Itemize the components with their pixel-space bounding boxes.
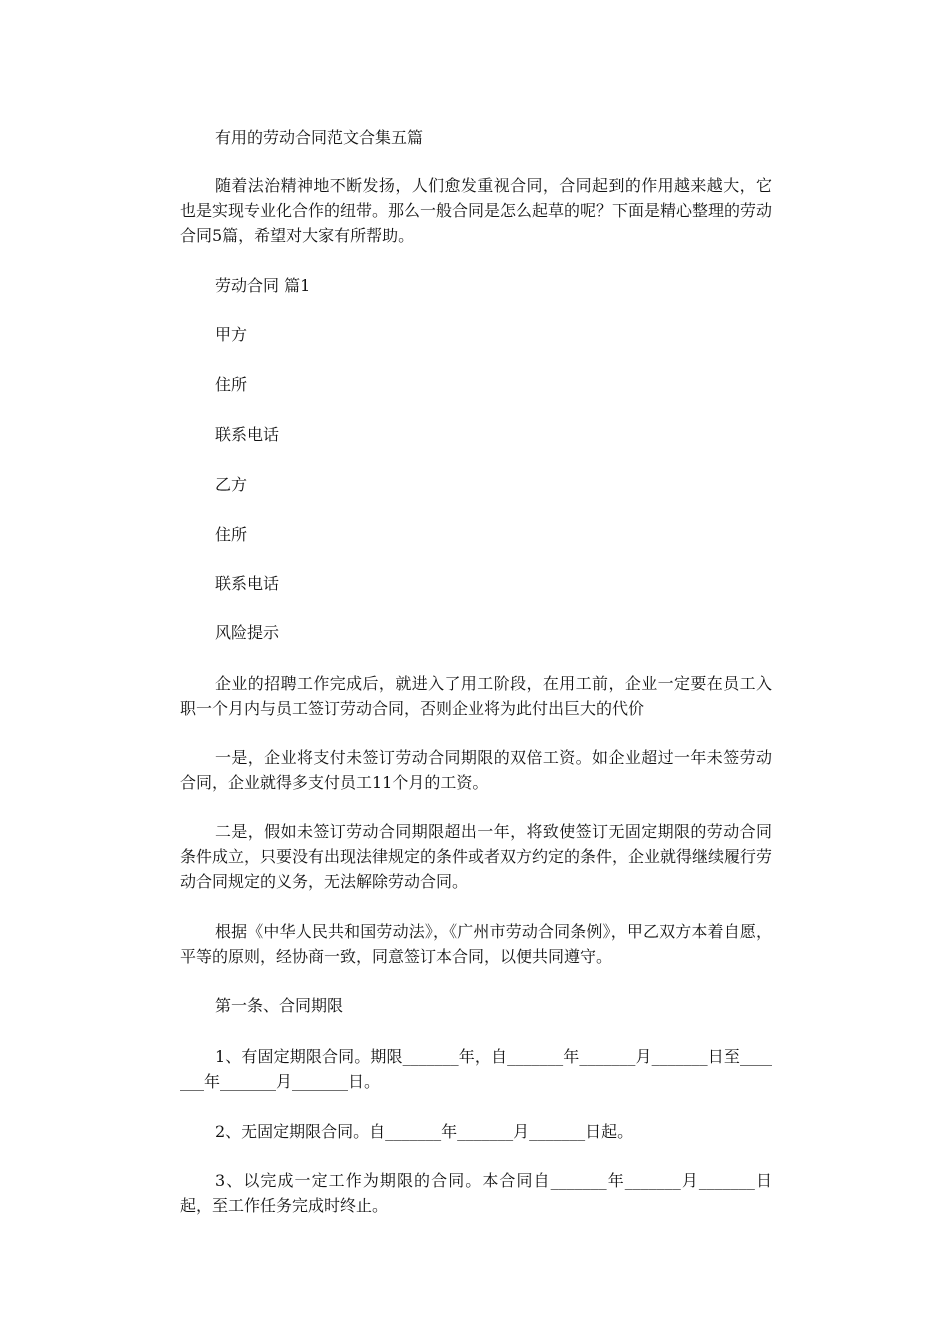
clause-three: 3、以完成一定工作为期限的合同。本合同自_______年_______月_______日起，至工作任务完成时终止。	[180, 1171, 772, 1215]
party-a-label: 甲方	[215, 325, 248, 344]
article-one-heading: 第一条、合同期限	[215, 996, 344, 1015]
party-b-label: 乙方	[215, 475, 248, 494]
risk-two-paragraph: 二是，假如未签订劳动合同期限超出一年，将致使签订无固定期限的劳动合同条件成立，只要没有出现法律规定的条件或者双方约定的条件，企业就得继续履行劳动合同规定的义务，无法解除劳动合同。	[180, 822, 773, 891]
document-title: 有用的劳动合同范文合集五篇	[215, 128, 424, 147]
risk-one-paragraph: 一是，企业将支付未签订劳动合同期限的双倍工资。如企业超过一年未签劳动合同，企业就得多支付员工11个月的工资。	[180, 748, 772, 792]
risk-heading: 风险提示	[215, 623, 280, 642]
clause-one: 1、有固定期限合同。期限_______年，自_______年_______月_______日至_______年_______月_______日。	[180, 1047, 772, 1091]
intro-paragraph: 随着法治精神地不断发扬，人们愈发重视合同，合同起到的作用越来越大，它也是实现专业化合作的纽带。那么一般合同是怎么起草的呢？下面是精心整理的劳动合同5篇，希望对大家有所帮助。	[180, 176, 773, 245]
clause-two: 2、无固定期限合同。自_______年_______月_______日起。	[215, 1122, 634, 1141]
party-b-address-label: 住所	[215, 525, 248, 544]
basis-paragraph: 根据《中华人民共和国劳动法》，《广州市劳动合同条例》，甲乙双方本着自愿，平等的原则，经协商一致，同意签订本合同，以便共同遵守。	[180, 922, 772, 966]
party-a-address-label: 住所	[215, 375, 248, 394]
party-b-phone-label: 联系电话	[215, 574, 280, 593]
risk-intro-paragraph: 企业的招聘工作完成后，就进入了用工阶段，在用工前，企业一定要在员工入职一个月内与员工签订劳动合同，否则企业将为此付出巨大的代价	[180, 674, 772, 718]
party-a-phone-label: 联系电话	[215, 425, 280, 444]
section-heading: 劳动合同 篇1	[215, 276, 311, 295]
